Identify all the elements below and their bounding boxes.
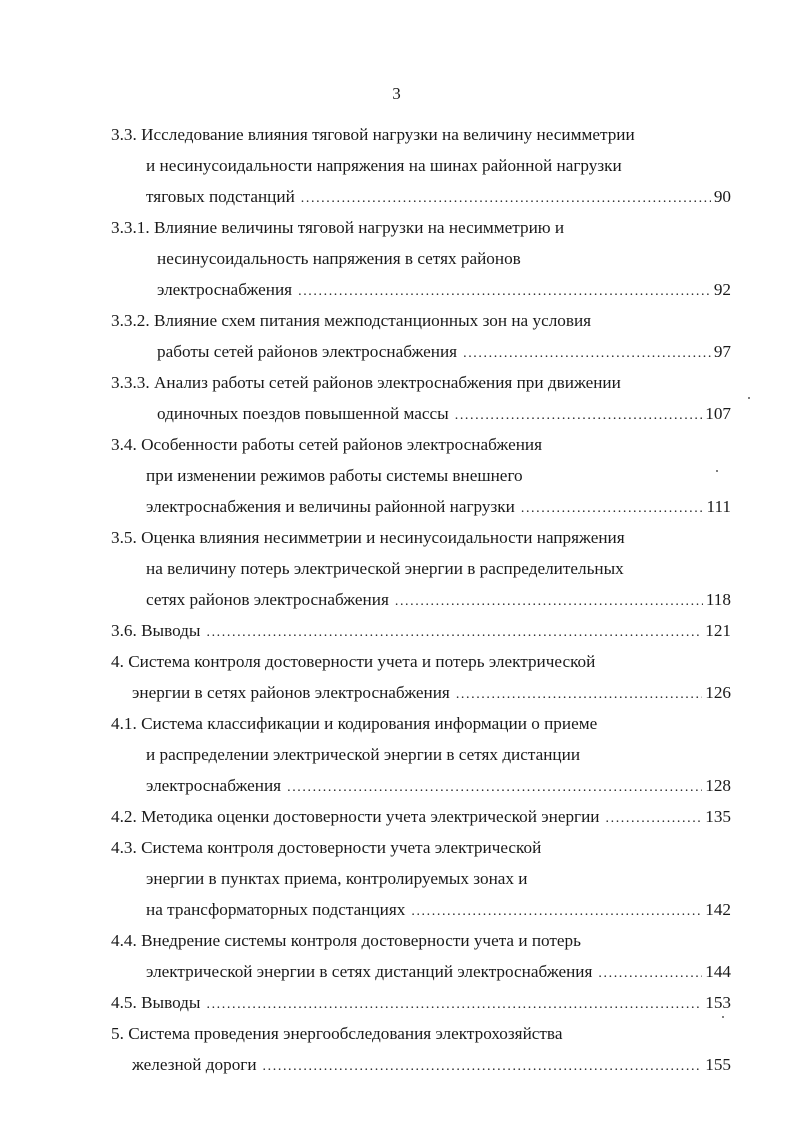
toc-entry-line: на трансформаторных подстанциях ..... 142 (146, 895, 731, 925)
scan-speck (748, 397, 750, 399)
toc-page-number: 107 (705, 404, 731, 423)
toc-entry-line: и несинусоидальности напряжения на шинах районной нагрузки (146, 156, 622, 175)
toc-page-number: 142 (705, 900, 731, 919)
toc-page-number: 135 (705, 807, 731, 826)
toc-entry-line: 3.3.3. Анализ работы сетей районов электроснабжения при движении (111, 373, 621, 392)
toc-entry-line: и распределении электрической энергии в сетях дистанции (146, 745, 581, 764)
toc-entry-line: электроснабжения ..... 128 (146, 771, 731, 801)
toc-entry-line: 3.4. Особенности работы сетей районов электроснабжения (111, 435, 543, 454)
toc-entry-line: при изменении режимов работы системы внешнего (146, 466, 523, 485)
toc-page-number: 153 (705, 993, 731, 1012)
toc-entry-line: 3.5. Оценка влияния несимметрии и несинусоидальности напряжения (111, 528, 625, 547)
toc-entry-line: 4.4. Внедрение системы контроля достоверности учета и потерь (111, 931, 581, 950)
toc-entry-line: 4.1. Система классификации и кодирования информации о приеме (111, 714, 598, 733)
dot-leader (463, 339, 711, 369)
toc-entry-line: 3.3.2. Влияние схем питания межподстанционных зон на условия (111, 311, 592, 330)
toc-page-number: 111 (706, 497, 731, 516)
toc-entry-line: несинусоидальность напряжения в сетях районов (157, 249, 521, 268)
scan-speck (716, 470, 718, 472)
toc-entry-line: тяговых подстанций ..... 90 (146, 182, 731, 212)
dot-leader (298, 277, 711, 307)
toc-entry-line: 4.5. Выводы ..... 153 (111, 988, 731, 1018)
dot-leader (206, 618, 702, 648)
toc-page-number: 126 (705, 683, 731, 702)
toc-page-number: 90 (713, 187, 731, 206)
toc-entry-line: 4. Система контроля достоверности учета и потерь электрической (111, 652, 596, 671)
toc-entry-line: 3.3.1. Влияние величины тяговой нагрузки на несимметрию и (111, 218, 565, 237)
dot-leader (301, 184, 711, 214)
toc-entry-line: электроснабжения ..... 92 (157, 275, 731, 305)
toc-entry-line: электрической энергии в сетях дистанций электроснабжения ..... 144 (146, 957, 731, 987)
toc-page-number: 121 (705, 621, 731, 640)
toc-entry-line: железной дороги ..... 155 (132, 1050, 731, 1080)
toc-entry-line: энергии в пунктах приема, контролируемых зонах и (146, 869, 528, 888)
toc-page-number: 144 (705, 962, 731, 981)
dot-leader (263, 1052, 703, 1082)
page-number: 3 (392, 84, 401, 103)
dot-leader (287, 773, 702, 803)
dot-leader (206, 990, 702, 1020)
toc-entry-line: на величину потерь электрической энергии в распределительных (146, 559, 624, 578)
toc-entry-line: 3.6. Выводы ..... 121 (111, 616, 731, 646)
dot-leader (521, 494, 704, 524)
dot-leader (455, 401, 702, 431)
toc-entry-line: 4.2. Методика оценки достоверности учета электрической энергии ..... 135 (111, 802, 731, 832)
toc-page-number: 155 (705, 1055, 731, 1074)
dot-leader (598, 959, 702, 989)
dot-leader (411, 897, 702, 927)
scan-speck (722, 1016, 724, 1018)
toc-page-number: 128 (705, 776, 731, 795)
toc-entry-line: сетях районов электроснабжения ..... 118 (146, 585, 731, 615)
toc-entry-line: работы сетей районов электроснабжения ..... 97 (157, 337, 731, 367)
toc-entry-line: 4.3. Система контроля достоверности учета электрической (111, 838, 542, 857)
dot-leader (395, 587, 703, 617)
toc-page-number: 97 (713, 342, 731, 361)
toc-entry-line: 3.3. Исследование влияния тяговой нагрузки на величину несимметрии (111, 125, 635, 144)
toc-entry-line: одиночных поездов повышенной массы ..... 107 (157, 399, 731, 429)
toc-page-number: 118 (705, 590, 731, 609)
dot-leader (606, 804, 703, 834)
dot-leader (456, 680, 702, 710)
toc-entry-line: энергии в сетях районов электроснабжения ..... 126 (132, 678, 731, 708)
toc-entry-line: 5. Система проведения энергообследования электрохозяйства (111, 1024, 563, 1043)
toc-page-number: 92 (713, 280, 731, 299)
toc-entry-line: электроснабжения и величины районной нагрузки ..... 111 (146, 492, 731, 522)
